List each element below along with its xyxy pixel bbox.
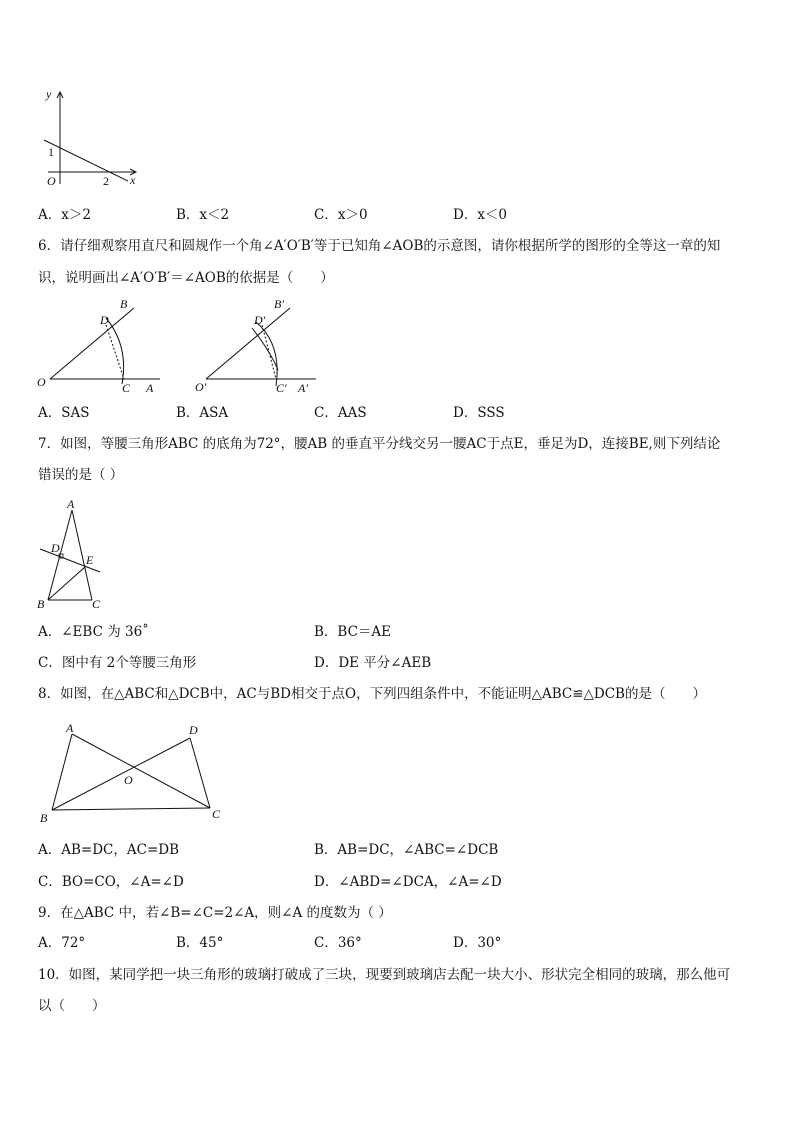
q5-option-c[interactable]: C．x＞0 (314, 207, 368, 223)
label-a: A (66, 721, 74, 735)
q9-option-c[interactable]: C．36° (314, 935, 362, 951)
q6-right-angle-figure (190, 296, 330, 396)
label-d: D (51, 541, 60, 555)
q7-option-c[interactable]: C．图中有 2个等腰三角形 (38, 655, 197, 671)
q9-option-d[interactable]: D．30° (453, 935, 502, 951)
label-e: E (86, 553, 94, 567)
y-axis-label: y (46, 87, 52, 101)
y-intercept-label: 1 (48, 145, 54, 159)
q8-option-d[interactable]: D．∠ABD=∠DCA，∠A=∠D (314, 874, 502, 890)
q7-triangle-figure (34, 496, 114, 616)
q5-option-a[interactable]: A．x＞2 (38, 207, 91, 223)
q8-option-a[interactable]: A．AB=DC，AC=DB (38, 842, 180, 858)
q6-option-b[interactable]: B．ASA (176, 405, 229, 421)
label-d-prime: D′ (254, 313, 266, 327)
q8-option-b[interactable]: B．AB=DC，∠ABC=∠DCB (314, 842, 499, 858)
q9-stem-line1: 9．在△ABC 中，若∠B=∠C=2∠A，则∠A 的度数为（ ） (38, 905, 392, 921)
q6-left-angle-figure (34, 296, 164, 396)
q6-stem-line2: 识，说明画出∠A′O′B′＝∠AOB的依据是（ ） (38, 270, 334, 286)
label-o: O (124, 773, 133, 787)
q5-option-d[interactable]: D．x＜0 (453, 207, 508, 223)
q8-stem-line1: 8．如图，在△ABC和△DCB中，AC与BD相交于点O，下列四组条件中，不能证明△ABC≌△DCB的是（ ） (38, 686, 706, 702)
q10-stem-line1: 10．如图，某同学把一块三角形的玻璃打破成了三块，现要到玻璃店去配一块大小、形状完全相同的玻璃，那么他可 (38, 967, 731, 983)
x-intercept-label: 2 (103, 174, 109, 188)
label-b: B (40, 811, 48, 825)
q7-option-b[interactable]: B．BC＝AE (314, 624, 392, 640)
q7-stem-line1: 7．如图，等腰三角形ABC 的底角为72°，腰AB 的垂直平分线交另一腰AC于点E，垂足为D，连接BE,则下列结论 (38, 436, 721, 452)
label-o: O (37, 375, 46, 389)
q6-option-a[interactable]: A．SAS (38, 405, 90, 421)
q9-option-b[interactable]: B．45° (176, 935, 224, 951)
q8-option-c[interactable]: C．BO=CO，∠A=∠D (38, 874, 184, 890)
label-b-prime: B′ (274, 297, 284, 311)
label-a: A (67, 497, 75, 511)
q7-stem-line2: 错误的是（ ） (38, 467, 124, 483)
label-c: C (92, 597, 101, 611)
label-a: A (146, 381, 154, 395)
q10-stem-line2: 以（ ） (38, 998, 106, 1014)
q6-option-c[interactable]: C．AAS (314, 405, 367, 421)
label-a-prime: A′ (298, 381, 308, 395)
label-d: D (100, 313, 109, 327)
q7-option-d[interactable]: D．DE 平分∠AEB (314, 655, 432, 671)
label-b: B (120, 297, 128, 311)
q7-option-a[interactable]: A．∠EBC 为 36˚ (38, 624, 149, 640)
label-d: D (189, 723, 198, 737)
label-c: C (212, 807, 221, 821)
label-c-prime: C′ (276, 381, 287, 395)
origin-label: O (47, 174, 56, 188)
label-c: C (122, 381, 131, 395)
label-b: B (37, 597, 45, 611)
q5-option-b[interactable]: B．x＜2 (176, 207, 230, 223)
q6-option-d[interactable]: D．SSS (453, 405, 505, 421)
label-o-prime: O′ (195, 380, 207, 394)
q9-option-a[interactable]: A．72° (38, 935, 86, 951)
q6-stem-line1: 6．请仔细观察用直尺和圆规作一个角∠A′O′B′等于已知角∠AOB的示意图，请你根据所学的图形的全等这一章的知 (38, 238, 721, 254)
x-axis-label: x (130, 173, 136, 187)
q8-crossed-triangles-figure (36, 718, 236, 828)
q5-graph-figure (36, 84, 146, 194)
